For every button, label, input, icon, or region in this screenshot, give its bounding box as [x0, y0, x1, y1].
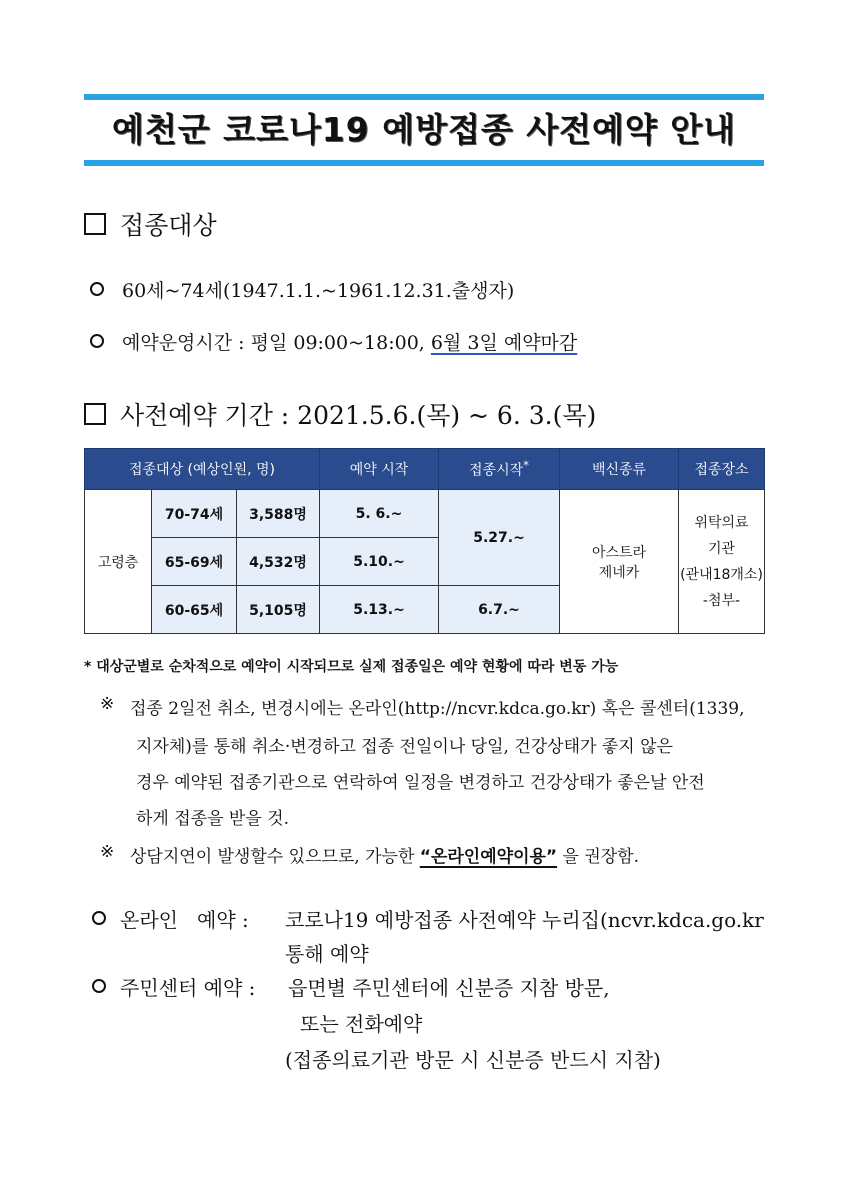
page-title: 예천군 코로나19 예방접종 사전예약 안내 — [112, 110, 736, 149]
center-method-text: 읍면별 주민센터에 신분증 지참 방문, — [288, 976, 610, 1000]
table-header-row — [85, 449, 765, 490]
recommendation-text: 상담지연이 발생할수 있으므로, 가능한 — [130, 847, 420, 867]
vaccine-cell — [560, 490, 679, 634]
bullet-hours — [90, 328, 577, 355]
circle-bullet-icon — [92, 979, 106, 993]
reference-mark: ※ — [100, 694, 115, 714]
bullet-age-text: 60세~74세(1947.1.1.~1961.12.31.출생자) — [122, 280, 515, 302]
place-line: 기관 — [707, 540, 736, 557]
circle-bullet-icon — [92, 911, 106, 925]
age-cell: 60-65세 — [152, 586, 237, 634]
group-cell: 고령층 — [85, 490, 152, 634]
table-row — [85, 490, 765, 538]
recommendation-tail: 을 권장함. — [557, 847, 639, 867]
cancellation-line-2: 지자체)를 통해 취소·변경하고 접종 전일이나 당일, 건강상태가 좋지 않은 — [136, 737, 673, 757]
header-vaccination-start-label: 접종시작 — [469, 462, 524, 479]
online-method-text: 코로나19 예방접종 사전예약 누리집(ncvr.kdca.go.kr — [285, 908, 764, 932]
count-cell: 5,105명 — [237, 586, 320, 634]
online-method-text-2: 통해 예약 — [285, 942, 369, 966]
checkbox-square-icon — [84, 213, 106, 235]
age-cell: 70-74세 — [152, 490, 237, 538]
count-cell: 4,532명 — [237, 538, 320, 586]
center-method-text-2: 또는 전화예약 — [300, 1012, 423, 1036]
cancellation-line-4: 하게 접종을 받을 것. — [136, 809, 289, 829]
place-line: 위탁의료 — [694, 514, 749, 531]
deadline-text: 6월 3일 예약마감 — [430, 332, 578, 354]
circle-bullet-icon — [90, 282, 104, 296]
online-method — [92, 904, 249, 933]
header-target: 접종대상 (예상인원, 명) — [85, 449, 320, 490]
bullet-age — [90, 276, 514, 303]
title-bottom-bar — [84, 160, 764, 166]
bullet-hours-text: 예약운영시간 : 평일 09:00~18:00, — [122, 332, 431, 354]
start-cell: 5. 6.~ — [320, 490, 439, 538]
header-reservation-start: 예약 시작 — [320, 449, 439, 490]
reference-mark: ※ — [100, 842, 115, 862]
start-cell: 5.10.~ — [320, 538, 439, 586]
vaccination-start-cell: 5.27.~ — [439, 490, 560, 586]
title-top-bar — [84, 94, 764, 100]
count-cell: 3,588명 — [237, 490, 320, 538]
cancellation-line-3: 경우 예약된 접종기관으로 연락하여 일정을 변경하고 건강상태가 좋은날 안전 — [136, 773, 705, 793]
asterisk-mark: * — [523, 458, 529, 473]
section-period — [84, 396, 596, 432]
vaccine-line: 아스트라 — [591, 544, 647, 561]
schedule-table — [84, 448, 765, 634]
circle-bullet-icon — [90, 334, 104, 348]
section-period-heading: 사전예약 기간 : 2021.5.6.(목) ~ 6. 3.(목) — [120, 401, 597, 430]
header-vaccine: 백신종류 — [560, 449, 679, 490]
center-method-text-3: (접종의료기관 방문 시 신분증 반드시 지참) — [285, 1048, 661, 1072]
place-cell — [679, 490, 765, 634]
checkbox-square-icon — [84, 403, 106, 425]
vaccination-start-cell: 6.7.~ — [439, 586, 560, 634]
place-line: (관내18개소) — [680, 566, 763, 583]
vaccine-line: 제네카 — [598, 564, 640, 581]
cancellation-line-1: 접종 2일전 취소, 변경시에는 온라인(http://ncvr.kdca.go.kr) 혹은 콜센터(1339, — [130, 699, 745, 719]
table-footnote: * 대상군별로 순차적으로 예약이 시작되므로 실제 접종일은 예약 현황에 따라 변동 가능 — [84, 659, 619, 675]
start-cell: 5.13.~ — [320, 586, 439, 634]
age-cell: 65-69세 — [152, 538, 237, 586]
header-place: 접종장소 — [679, 449, 765, 490]
center-method — [92, 972, 255, 1001]
section-target — [84, 206, 217, 242]
header-vaccination-start — [439, 449, 560, 490]
center-method-label: 주민센터 예약 : — [120, 976, 256, 1000]
place-line: -첨부- — [702, 592, 741, 609]
section-target-heading: 접종대상 — [120, 211, 217, 240]
online-method-label: 온라인 예약 : — [120, 908, 249, 932]
online-recommendation — [130, 842, 639, 867]
online-reservation-emphasis: “온라인예약이용” — [419, 847, 558, 867]
